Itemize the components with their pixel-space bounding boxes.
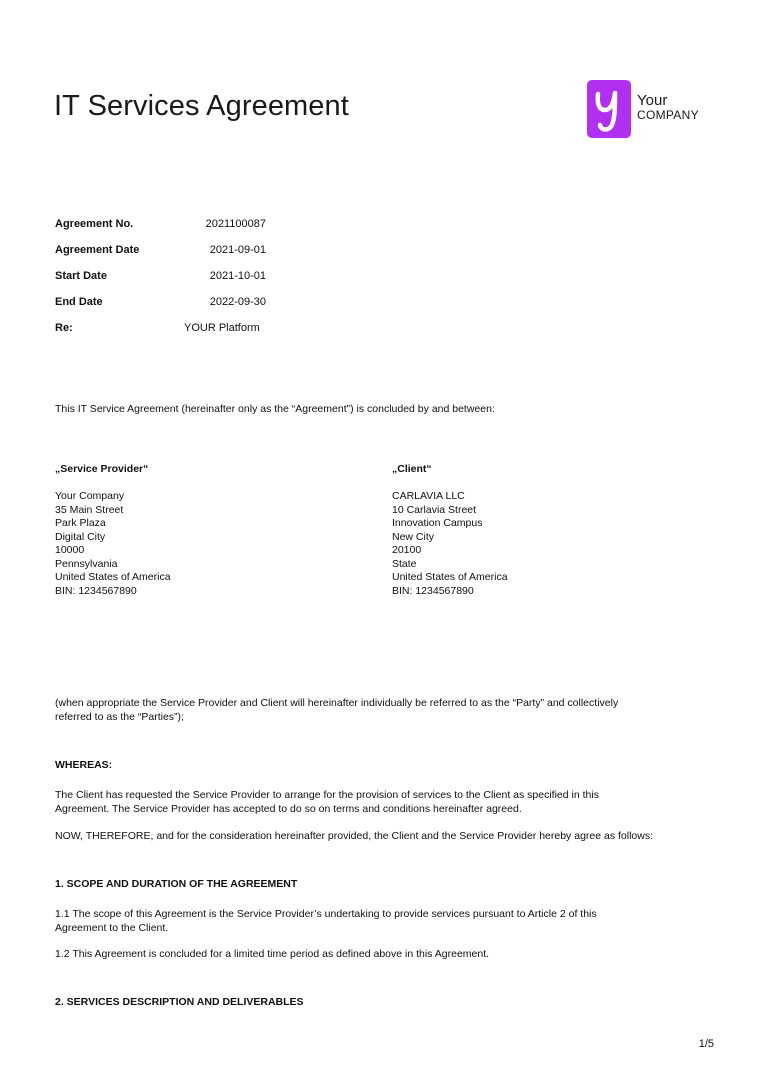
- meta-label-agreement-no: Agreement No.: [55, 218, 134, 230]
- clause-1-2: 1.2 This Agreement is concluded for a limited time period as defined above in this Agreement.: [55, 948, 490, 960]
- logo-mark: [587, 80, 631, 138]
- company-logo: [587, 80, 717, 140]
- meta-label-end-date: End Date: [55, 296, 103, 308]
- address-line: United States of America: [55, 571, 171, 583]
- address-line: CARLAVIA LLC: [392, 490, 465, 502]
- meta-label-start-date: Start Date: [55, 270, 107, 282]
- service-provider-heading: „Service Provider“: [55, 463, 149, 475]
- client-address: [392, 490, 508, 598]
- section-1-heading: 1. SCOPE AND DURATION OF THE AGREEMENT: [55, 878, 298, 890]
- page-number: 1/5: [698, 1038, 714, 1050]
- intro-paragraph: This IT Service Agreement (hereinafter only as the “Agreement”) is concluded by and between:: [55, 403, 495, 415]
- meta-value-end-date: 2022-09-30: [209, 296, 266, 308]
- address-line: BIN: 1234567890: [55, 584, 137, 597]
- service-provider-address: [55, 490, 171, 598]
- logo-text-your: Your: [637, 92, 668, 109]
- logo-text-company: COMPANY: [637, 108, 699, 122]
- parties-note-line: (when appropriate the Service Provider and Client will hereinafter individually be referred to as the “Party” and collectively: [55, 697, 619, 709]
- meta-label-agreement-date: Agreement Date: [55, 244, 140, 256]
- client-heading: „Client“: [392, 463, 432, 475]
- address-line: 20100: [392, 544, 422, 556]
- address-line: New City: [392, 530, 435, 543]
- whereas-paragraph-1: [55, 789, 599, 816]
- meta-value-agreement-no: 2021100087: [205, 218, 266, 230]
- meta-value-start-date: 2021-10-01: [209, 270, 266, 282]
- parties-note-line: referred to as the “Parties”);: [55, 710, 184, 723]
- clause-1-1: [55, 908, 597, 935]
- page-title: IT Services Agreement: [54, 90, 349, 122]
- whereas-heading: WHEREAS:: [55, 759, 113, 771]
- address-line: State: [392, 557, 417, 570]
- logo-y-glyph-icon: [587, 80, 631, 138]
- address-line: 10000: [55, 544, 85, 556]
- whereas-paragraph-2: NOW, THEREFORE, and for the consideration hereinafter provided, the Client and the Service Provider hereby agree as follows:: [55, 830, 654, 842]
- meta-label-re: Re:: [55, 322, 73, 334]
- parties-note: [55, 697, 618, 724]
- address-line: Innovation Campus: [392, 517, 483, 529]
- paragraph-line: The Client has requested the Service Provider to arrange for the provision of services to the Client as specified in this: [55, 789, 599, 801]
- paragraph-line: Agreement to the Client.: [55, 921, 169, 934]
- paragraph-line: 1.1 The scope of this Agreement is the Service Provider’s undertaking to provide services pursuant to Article 2 of this: [55, 908, 597, 920]
- address-line: United States of America: [392, 571, 508, 583]
- address-line: 35 Main Street: [55, 503, 124, 516]
- address-line: Pennsylvania: [55, 557, 118, 570]
- section-2-heading: 2. SERVICES DESCRIPTION AND DELIVERABLES: [55, 996, 304, 1008]
- address-line: Your Company: [55, 490, 125, 502]
- address-line: Park Plaza: [55, 517, 106, 529]
- address-line: BIN: 1234567890: [392, 584, 474, 597]
- meta-value-re: YOUR Platform: [184, 322, 260, 334]
- meta-value-agreement-date: 2021-09-01: [209, 244, 266, 256]
- address-line: Digital City: [55, 530, 106, 543]
- address-line: 10 Carlavia Street: [392, 503, 477, 516]
- paragraph-line: Agreement. The Service Provider has accepted to do so on terms and conditions hereinafter agreed.: [55, 802, 522, 815]
